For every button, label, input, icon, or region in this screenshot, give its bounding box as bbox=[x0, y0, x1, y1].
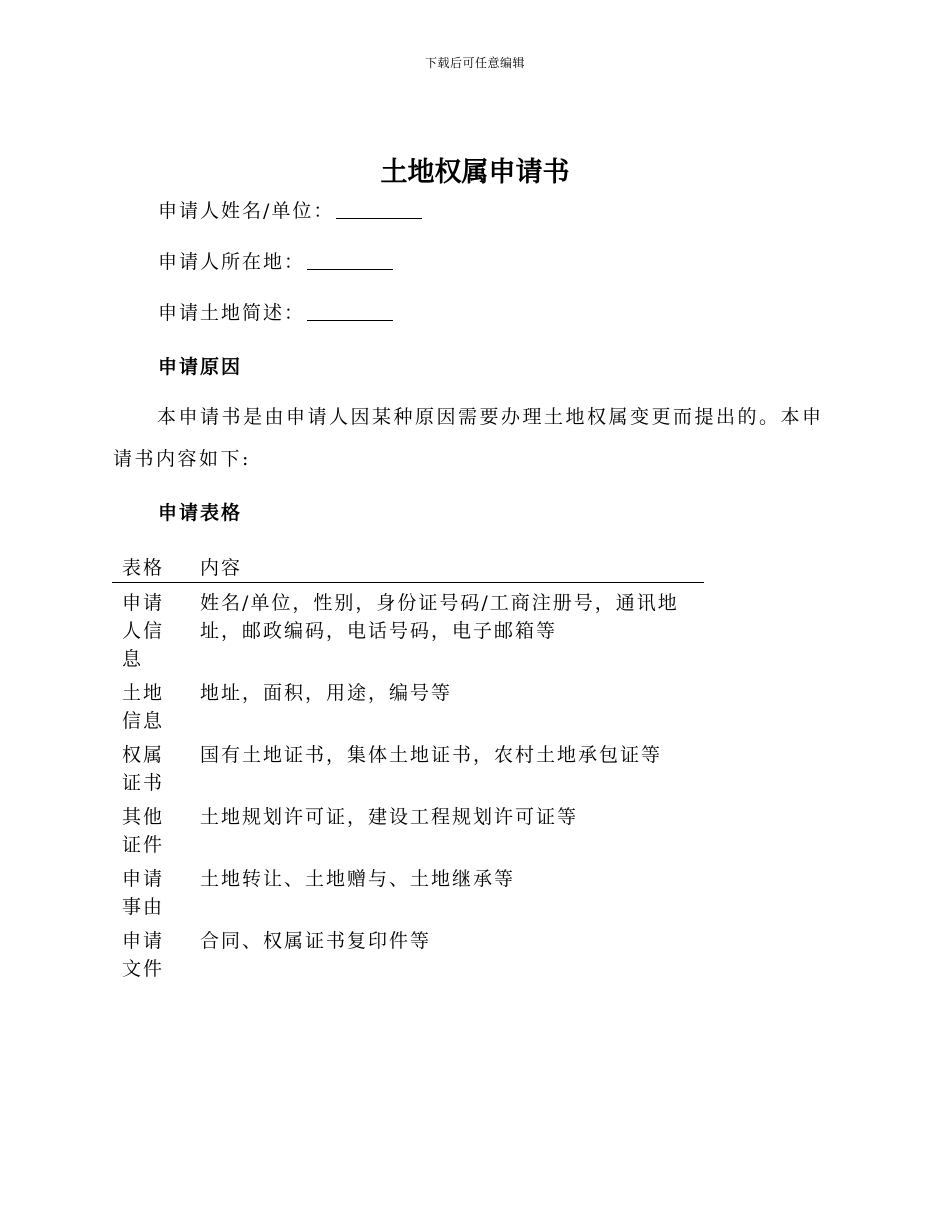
applicant-name-field bbox=[158, 196, 422, 226]
document-title: 土地权属申请书 bbox=[380, 157, 570, 188]
applicant-location-blank bbox=[307, 247, 393, 270]
row-content: 土地转让、土地赠与、土地继承等 bbox=[200, 868, 516, 890]
row-content: 姓名/单位，性别，身份证号码/工商注册号，通讯地址，邮政编码，电话号码，电子邮箱等 bbox=[200, 592, 679, 642]
land-description-label: 申请土地简述： bbox=[158, 302, 306, 324]
row-name: 申请事由 bbox=[122, 868, 165, 918]
table-row bbox=[112, 741, 704, 797]
table-heading: 申请表格 bbox=[158, 502, 243, 524]
table-header-name: 表格 bbox=[122, 556, 165, 579]
table-row bbox=[112, 589, 704, 673]
applicant-location-field bbox=[158, 247, 393, 277]
table-header-row bbox=[112, 550, 704, 583]
row-name: 申请文件 bbox=[122, 930, 165, 980]
table-row bbox=[112, 803, 704, 859]
row-content: 合同、权属证书复印件等 bbox=[200, 930, 432, 952]
row-content: 土地规划许可证，建设工程规划许可证等 bbox=[200, 806, 579, 828]
table-row bbox=[112, 679, 704, 735]
row-content: 国有土地证书，集体土地证书，农村土地承包证等 bbox=[200, 744, 663, 766]
row-name: 申请人信息 bbox=[122, 592, 165, 670]
application-table bbox=[112, 550, 704, 983]
reason-heading: 申请原因 bbox=[158, 356, 243, 378]
applicant-name-label: 申请人姓名/单位： bbox=[158, 200, 335, 222]
row-name: 权属证书 bbox=[122, 744, 165, 794]
row-name: 其他证件 bbox=[122, 806, 165, 856]
row-content: 地址，面积，用途，编号等 bbox=[200, 682, 453, 704]
land-description-field bbox=[158, 298, 393, 328]
applicant-name-blank bbox=[336, 196, 422, 219]
applicant-location-label: 申请人所在地： bbox=[158, 251, 306, 273]
land-description-blank bbox=[307, 298, 393, 321]
table-row bbox=[112, 927, 704, 983]
reason-paragraph: 本申请书是由申请人因某种原因需要办理土地权属变更而提出的。本申请书内容如下: bbox=[113, 406, 824, 470]
table-row bbox=[112, 865, 704, 921]
row-name: 土地信息 bbox=[122, 682, 165, 732]
table-header-content: 内容 bbox=[200, 556, 243, 579]
page-header-note: 下载后可任意编辑 bbox=[424, 56, 525, 70]
